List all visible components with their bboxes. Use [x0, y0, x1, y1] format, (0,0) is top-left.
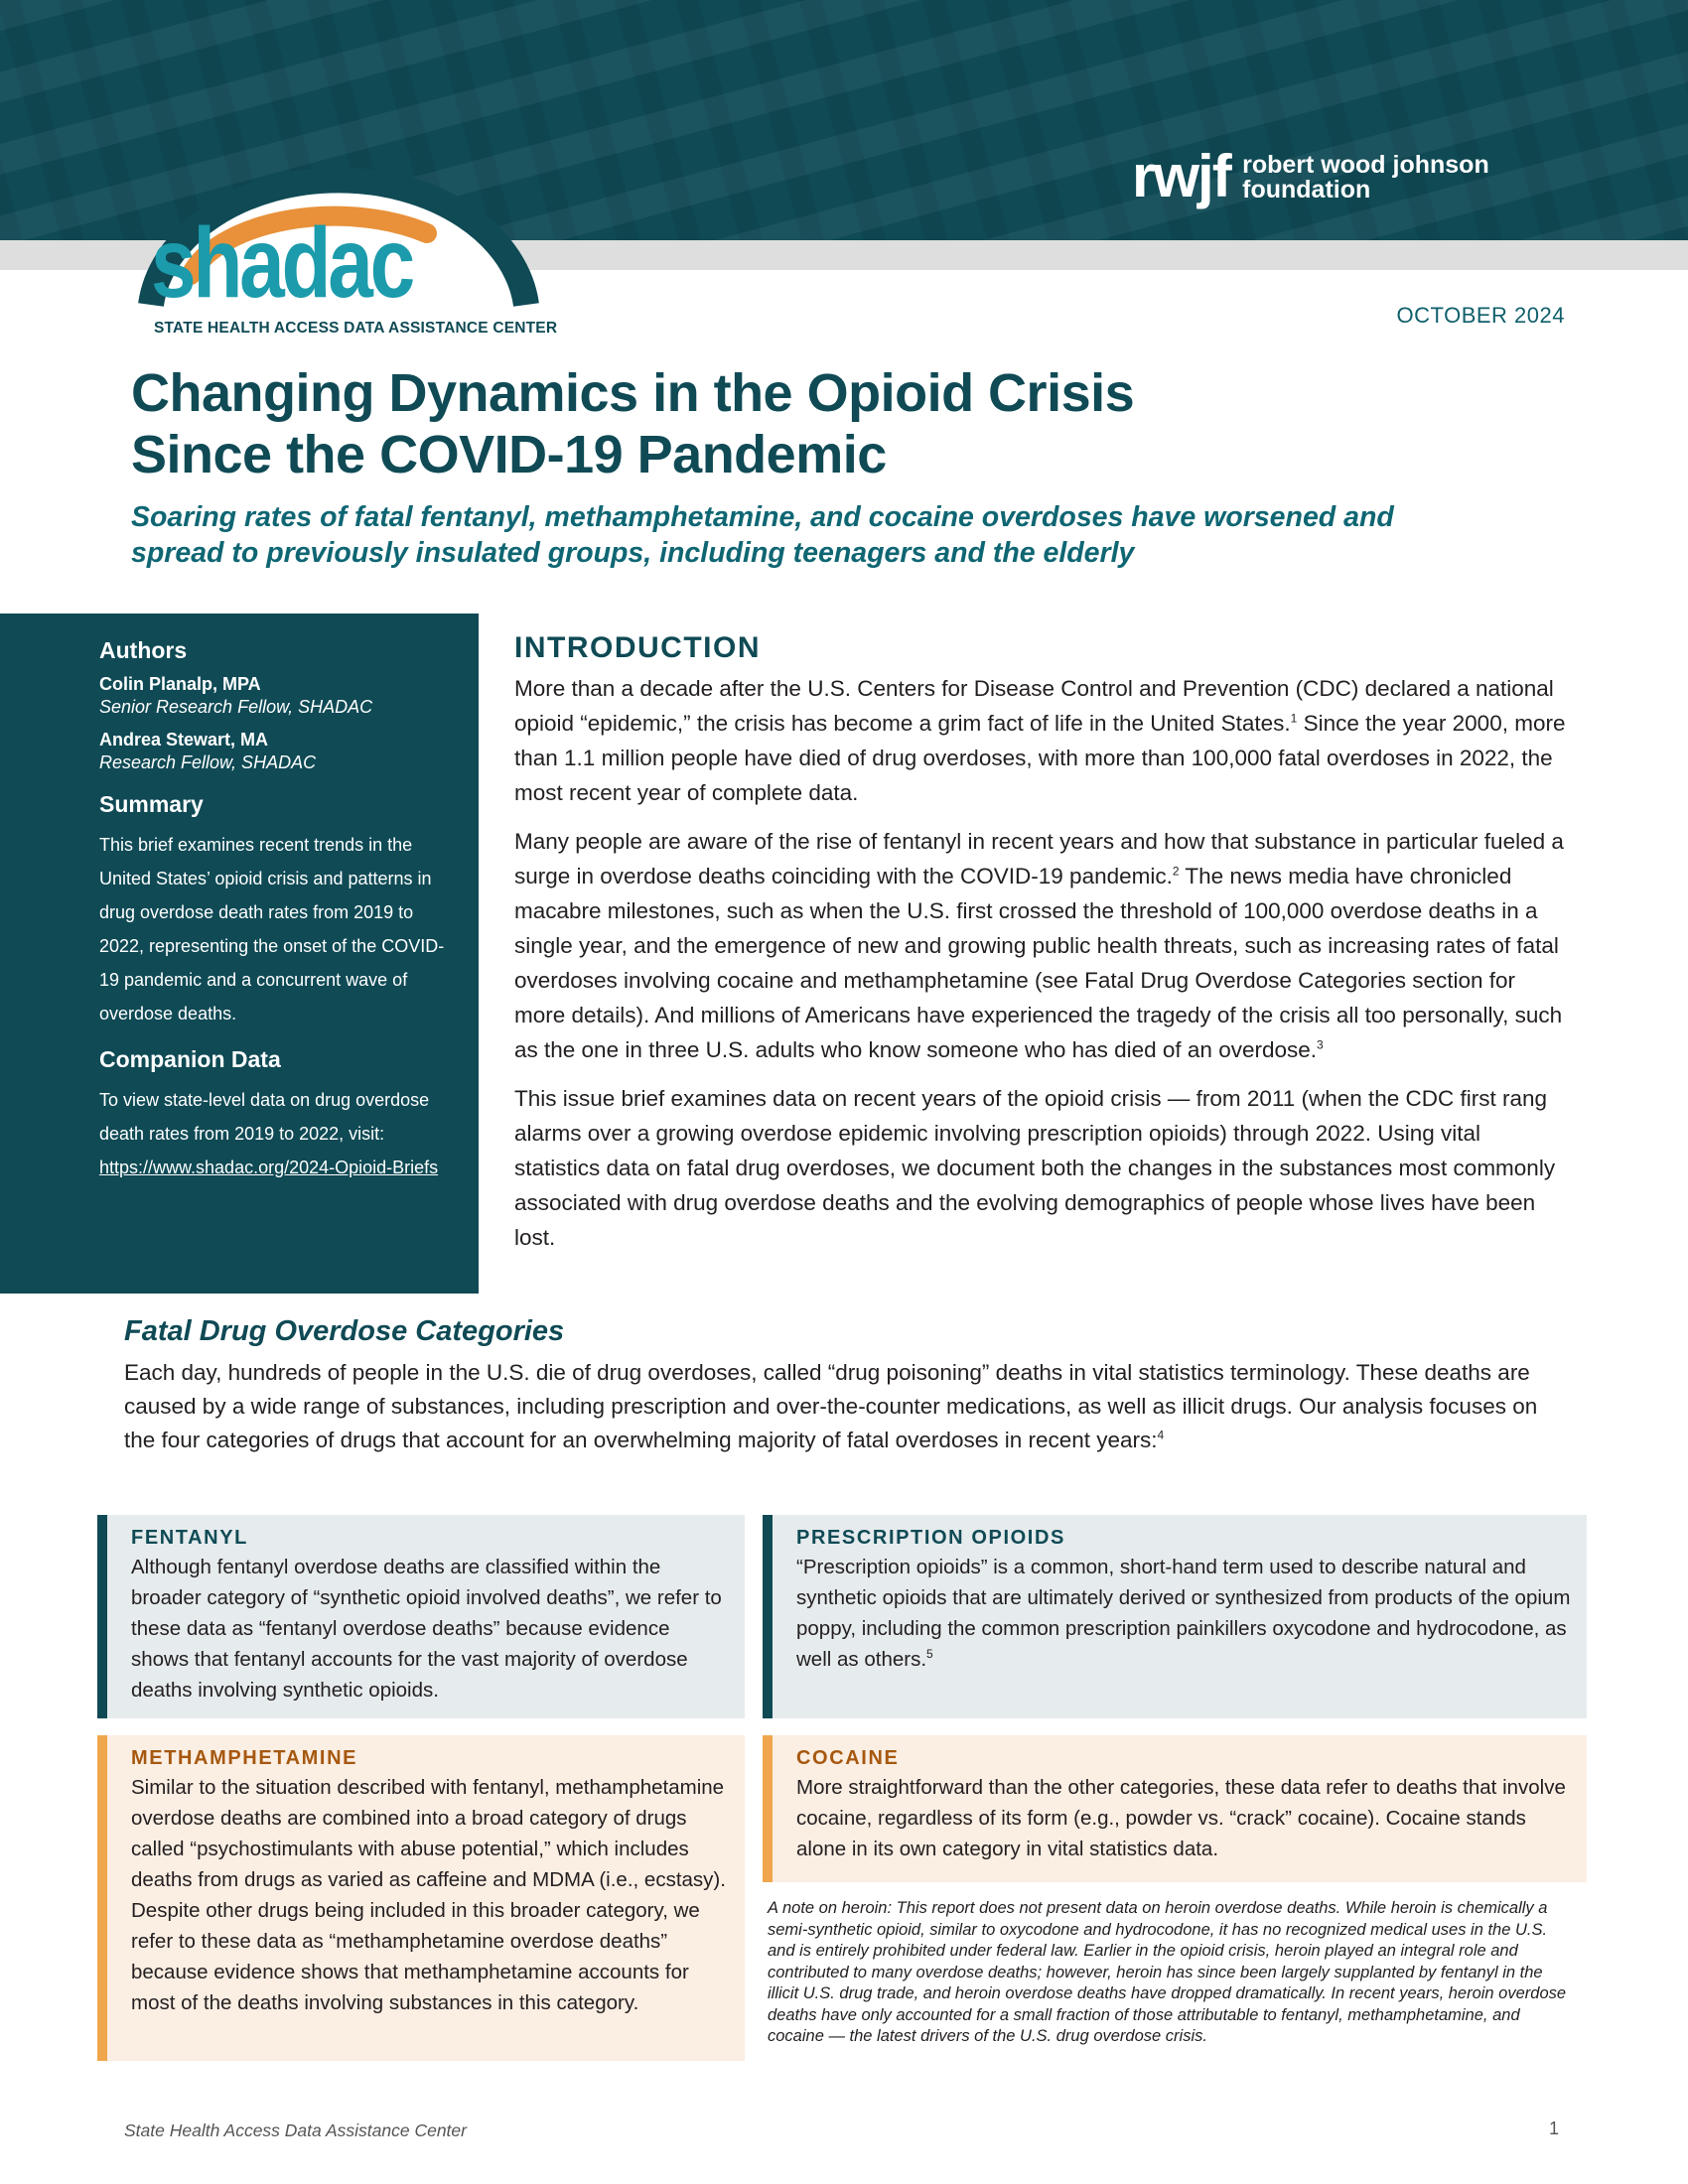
subtitle-line-1: Soaring rates of fatal fentanyl, methamphetamine, and cocaine overdoses have worsened and — [131, 501, 1394, 533]
cocaine-text: More straightforward than the other categories, these data refer to deaths that involve cocaine, regardless of its form (e.g., powder vs. “crack” cocaine). Cocaine stands alone in its own category in vital statistics data. — [796, 1776, 1566, 1860]
footnote-ref: 2 — [1172, 864, 1180, 879]
footnote-ref: 3 — [1317, 1037, 1324, 1052]
rwjf-logo-name — [1242, 153, 1489, 203]
rwjf-name-line2: foundation — [1242, 176, 1371, 204]
author-role: Research Fellow, SHADAC — [99, 752, 317, 772]
companion-data-heading: Companion Data — [99, 1046, 281, 1072]
categories-heading: Fatal Drug Overdose Categories — [124, 1315, 565, 1347]
heroin-note: A note on heroin: This report does not present data on heroin overdose deaths. While heroin is chemically a semi-synthetic opioid, similar to oxycodone and hydrocodone, it has no recognized medical uses in the U.S. and is entirely prohibited under federal law. Earlier in the opioid crisis, heroin played an integral role and contributed to many overdose deaths; however, heroin has since been largely supplanted by fentanyl in the illicit U.S. drug trade, and heroin overdose deaths have dropped dramatically. In recent years, heroin overdose deaths have only accounted for a small fraction of those attributable to fentanyl, methamphetamine, and cocaine — the latest drivers of the U.S. drug overdose crisis. — [768, 1899, 1567, 2045]
intro-paragraph: This issue brief examines data on recent years of the opioid crisis — from 2011 (when the CDC first rang alarms over a growing overdose epidemic involving prescription opioids) through 2022. Using vital statistics data on fatal drug overdoses, we document both the changes in the substances most commonly associated with drug overdose deaths and the evolving demographics of people whose lives have been lost. — [514, 1086, 1556, 1250]
introduction-section — [514, 631, 1569, 1269]
intro-text: Since the year 2000, more than 1.1 million people have died of drug overdoses, with more than 100,000 fatal overdoses in 2022, the most recent year of complete data. — [514, 711, 1566, 805]
intro-text: The news media have chronicled macabre milestones, such as when the U.S. first crossed the threshold of 100,000 overdose deaths in a single year, and the emergence of new and growing public health threats, such as increasing rates of fatal overdoses involving cocaine and methamphetamine (see Fatal Drug Overdose Categories section for more details). And millions of Americans have experienced the tragedy of the crisis all too personally, such as the one in three U.S. adults who know someone who has died of an overdose. — [514, 864, 1563, 1062]
introduction-heading: INTRODUCTION — [514, 631, 761, 664]
authors-heading: Authors — [99, 637, 188, 663]
intro-text: More than a decade after the U.S. Centers for Disease Control and Prevention (CDC) declared a national opioid “epidemic,” the crisis has become a grim fact of life in the United States. — [514, 676, 1554, 736]
prescription-opioids-title: PRESCRIPTION OPIOIDS — [796, 1527, 1065, 1549]
methamphetamine-text: Similar to the situation described with fentanyl, methamphetamine overdose deaths are combined into a broad category of drugs called “psychostimulants with abuse potential,” which includes deaths from drugs as varied as caffeine and MDMA (i.e., ecstasy). Despite other drugs being included in this broader category, we refer to these data as “methamphetamine overdose deaths” because evidence shows that methamphetamine accounts for most of the deaths involving substances in this category. — [131, 1776, 726, 2014]
categories-intro — [124, 1356, 1569, 1457]
summary-heading: Summary — [99, 791, 204, 817]
shadac-logo-tagline: STATE HEALTH ACCESS DATA ASSISTANCE CENTER — [154, 320, 558, 337]
intro-paragraph — [514, 671, 1569, 810]
author-role: Senior Research Fellow, SHADAC — [99, 697, 373, 717]
issue-date: OCTOBER 2024 — [1396, 303, 1565, 328]
intro-paragraph — [514, 824, 1569, 1067]
summary-text: This brief examines recent trends in the United States’ opioid crisis and patterns in drug overdose death rates from 2019 to 2022, representing the onset of the COVID-19 pandemic and a concurrent wave of overdose deaths. — [99, 835, 445, 1024]
subtitle-line-2: spread to previously insulated groups, including teenagers and the elderly — [131, 537, 1135, 569]
title-line-2: Since the COVID-19 Pandemic — [131, 425, 887, 484]
categories-intro-text: Each day, hundreds of people in the U.S. die of drug overdoses, called “drug poisoning” deaths in vital statistics terminology. These deaths are caused by a wide range of substances, including prescription and over-the-counter medications, as well as illicit drugs. Our analysis focuses on the four categories of drugs that account for an overwhelming majority of fatal overdoses in recent years: — [124, 1360, 1538, 1452]
fentanyl-category-box — [97, 1515, 745, 1718]
author-name: Andrea Stewart, MA — [99, 730, 269, 750]
rwjf-logo-mark: rwjf — [1132, 143, 1230, 209]
companion-data-link[interactable]: https://www.shadac.org/2024-Opioid-Briefs — [99, 1158, 439, 1177]
companion-data-description: To view state-level data on drug overdose death rates from 2019 to 2022, visit: — [99, 1090, 430, 1144]
intro-text: Many people are aware of the rise of fentanyl in recent years and how that substance in particular fueled a surge in overdose deaths coinciding with the COVID-19 pandemic. — [514, 829, 1564, 888]
page-number: 1 — [1548, 2118, 1559, 2138]
fentanyl-title: FENTANYL — [131, 1527, 248, 1549]
prescription-opioids-text: “Prescription opioids” is a common, short-hand term used to describe natural and synthetic opioids that are ultimately derived or synthesized from products of the opium poppy, including the common prescription painkillers oxycodone and hydrocodone, as well as others. — [796, 1556, 1571, 1671]
title-line-1: Changing Dynamics in the Opioid Crisis — [131, 363, 1135, 423]
prescription-opioids-paragraph — [796, 1552, 1571, 1675]
document-subtitle — [131, 499, 1561, 571]
cocaine-category-box — [763, 1735, 1587, 1882]
cocaine-title: COCAINE — [796, 1747, 900, 1769]
shadac-logo-wordmark: shadac — [151, 207, 412, 319]
author-name: Colin Planalp, MPA — [99, 674, 261, 694]
fentanyl-text: Although fentanyl overdose deaths are classified within the broader category of “synthetic opioid involved deaths”, we refer to these data as “fentanyl overdose deaths” because evidence shows that fentanyl accounts for the vast majority of overdose deaths involving synthetic opioids. — [131, 1556, 722, 1702]
document-title — [131, 362, 1561, 485]
title-block — [131, 362, 1561, 571]
prescription-opioids-category-box — [763, 1515, 1587, 1718]
sidebar-panel — [0, 614, 479, 1294]
rwjf-logo — [1132, 143, 1489, 209]
companion-data-text — [99, 1083, 449, 1184]
footer-organization: State Health Access Data Assistance Center — [124, 2120, 467, 2140]
footnote-ref: 4 — [1157, 1428, 1165, 1442]
rwjf-name-line1: robert wood johnson — [1242, 151, 1489, 179]
methamphetamine-title: METHAMPHETAMINE — [131, 1747, 358, 1769]
footnote-ref: 1 — [1290, 711, 1298, 726]
footnote-ref: 5 — [926, 1647, 933, 1662]
methamphetamine-category-box — [97, 1735, 745, 2061]
